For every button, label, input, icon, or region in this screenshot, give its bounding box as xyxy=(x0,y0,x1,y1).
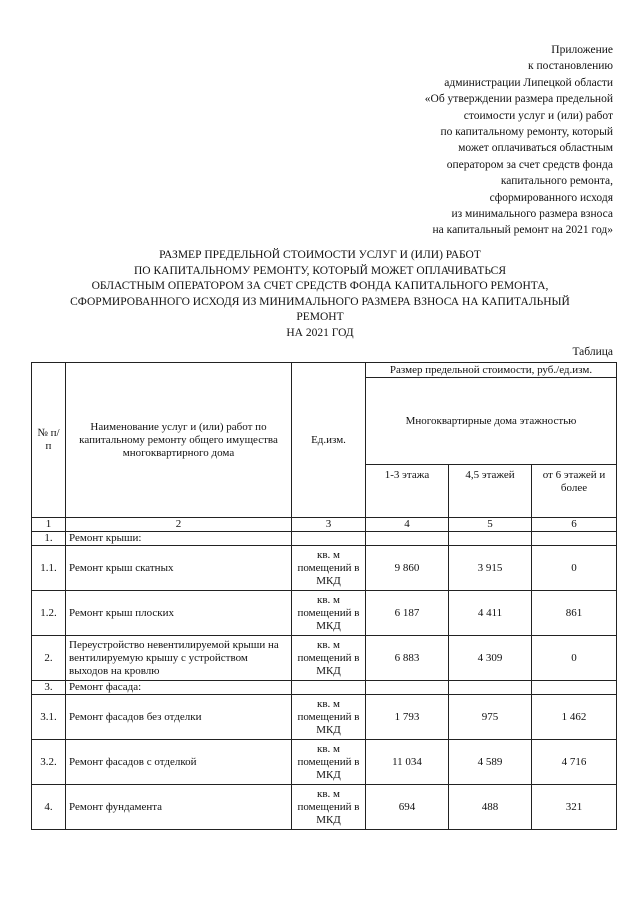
appendix-line: из минимального размера взноса xyxy=(451,208,613,221)
row-value-3: 861 xyxy=(532,591,617,636)
row-unit: кв. м помещений в МКД xyxy=(292,740,366,785)
row-value-1: 6 187 xyxy=(366,591,449,636)
title-line: ПО КАПИТАЛЬНОМУ РЕМОНТУ, КОТОРЫЙ МОЖЕТ ОПЛАЧИВАТЬСЯ xyxy=(134,264,506,277)
row-value-2: 975 xyxy=(449,695,532,740)
row-value-3: 0 xyxy=(532,636,617,681)
section-name: Ремонт крыши: xyxy=(66,532,292,546)
column-number-row xyxy=(32,518,617,532)
row-value-3: 0 xyxy=(532,546,617,591)
section-num: 1. xyxy=(32,532,66,546)
row-unit: кв. м помещений в МКД xyxy=(292,695,366,740)
header-num: № п/п xyxy=(32,363,66,518)
row-value-2: 4 589 xyxy=(449,740,532,785)
header-floors-1: 1-3 этажа xyxy=(366,465,449,518)
row-name: Ремонт фасадов без отделки xyxy=(66,695,292,740)
header-size: Размер предельной стоимости, руб./ед.изм. xyxy=(366,363,617,378)
title-line: СФОРМИРОВАННОГО ИСХОДЯ ИЗ МИНИМАЛЬНОГО РАЗМЕРА ВЗНОСА НА КАПИТАЛЬНЫЙ xyxy=(70,295,570,308)
column-number: 1 xyxy=(32,518,66,532)
header-name: Наименование услуг и (или) работ по капитальному ремонту общего имущества многоквартирного дома xyxy=(66,363,292,518)
row-value-1: 6 883 xyxy=(366,636,449,681)
row-name: Переустройство невентилируемой крыши на вентилируемую крышу с устройством выходов на кровлю xyxy=(66,636,292,681)
section-row xyxy=(32,681,617,695)
appendix-block xyxy=(383,42,613,239)
row-num: 3.1. xyxy=(32,695,66,740)
row-value-3: 1 462 xyxy=(532,695,617,740)
appendix-line: Приложение xyxy=(551,44,613,56)
row-value-2: 488 xyxy=(449,785,532,830)
header-unit: Ед.изм. xyxy=(292,363,366,518)
appendix-line: капитального ремонта, xyxy=(500,175,613,188)
appendix-line: на капитальный ремонт на 2021 год» xyxy=(432,224,613,237)
section-row xyxy=(32,532,617,546)
column-number: 6 xyxy=(532,518,617,532)
row-value-2: 4 411 xyxy=(449,591,532,636)
appendix-line: оператором за счет средств фонда xyxy=(446,158,613,171)
row-name: Ремонт фасадов с отделкой xyxy=(66,740,292,785)
table-row xyxy=(32,740,617,785)
table-row xyxy=(32,546,617,591)
row-unit: кв. м помещений в МКД xyxy=(292,546,366,591)
appendix-line: сформированного исходя xyxy=(489,191,613,204)
row-value-1: 1 793 xyxy=(366,695,449,740)
row-value-3: 321 xyxy=(532,785,617,830)
appendix-line: «Об утверждении размера предельной xyxy=(424,93,613,106)
row-name: Ремонт фундамента xyxy=(66,785,292,830)
appendix-line: к постановлению xyxy=(528,60,613,73)
table-row xyxy=(32,591,617,636)
table-row xyxy=(32,695,617,740)
row-value-1: 694 xyxy=(366,785,449,830)
price-table xyxy=(31,362,617,830)
header-floors-3: от 6 этажей и более xyxy=(532,465,617,518)
title-line: НА 2021 ГОД xyxy=(286,326,354,339)
appendix-line: администрации Липецкой области xyxy=(444,76,613,89)
appendix-line: стоимости услуг и (или) работ xyxy=(463,109,613,122)
document-title xyxy=(40,248,600,341)
row-unit: кв. м помещений в МКД xyxy=(292,785,366,830)
row-value-2: 4 309 xyxy=(449,636,532,681)
column-number: 4 xyxy=(366,518,449,532)
table-label: Таблица xyxy=(572,346,613,358)
row-name: Ремонт крыш плоских xyxy=(66,591,292,636)
header-row xyxy=(32,363,617,378)
row-num: 2. xyxy=(32,636,66,681)
header-floors-2: 4,5 этажей xyxy=(449,465,532,518)
row-value-2: 3 915 xyxy=(449,546,532,591)
row-value-3: 4 716 xyxy=(532,740,617,785)
title-line: ОБЛАСТНЫМ ОПЕРАТОРОМ ЗА СЧЕТ СРЕДСТВ ФОНДА КАПИТАЛЬНОГО РЕМОНТА, xyxy=(91,280,549,292)
section-name: Ремонт фасада: xyxy=(66,681,292,695)
row-unit: кв. м помещений в МКД xyxy=(292,636,366,681)
row-num: 4. xyxy=(32,785,66,830)
column-number: 3 xyxy=(292,518,366,532)
row-value-1: 11 034 xyxy=(366,740,449,785)
row-name: Ремонт крыш скатных xyxy=(66,546,292,591)
row-num: 1.2. xyxy=(32,591,66,636)
appendix-line: по капитальному ремонту, который xyxy=(440,126,613,139)
table-row xyxy=(32,636,617,681)
table-row xyxy=(32,785,617,830)
row-num: 1.1. xyxy=(32,546,66,591)
row-unit: кв. м помещений в МКД xyxy=(292,591,366,636)
section-num: 3. xyxy=(32,681,66,695)
column-number: 2 xyxy=(66,518,292,532)
header-multi: Многоквартирные дома этажностью xyxy=(366,378,617,465)
appendix-line: может оплачиваться областным xyxy=(458,142,613,155)
column-number: 5 xyxy=(449,518,532,532)
title-line: РЕМОНТ xyxy=(296,311,344,323)
row-value-1: 9 860 xyxy=(366,546,449,591)
title-line: РАЗМЕР ПРЕДЕЛЬНОЙ СТОИМОСТИ УСЛУГ И (ИЛИ) РАБОТ xyxy=(159,249,481,261)
row-num: 3.2. xyxy=(32,740,66,785)
